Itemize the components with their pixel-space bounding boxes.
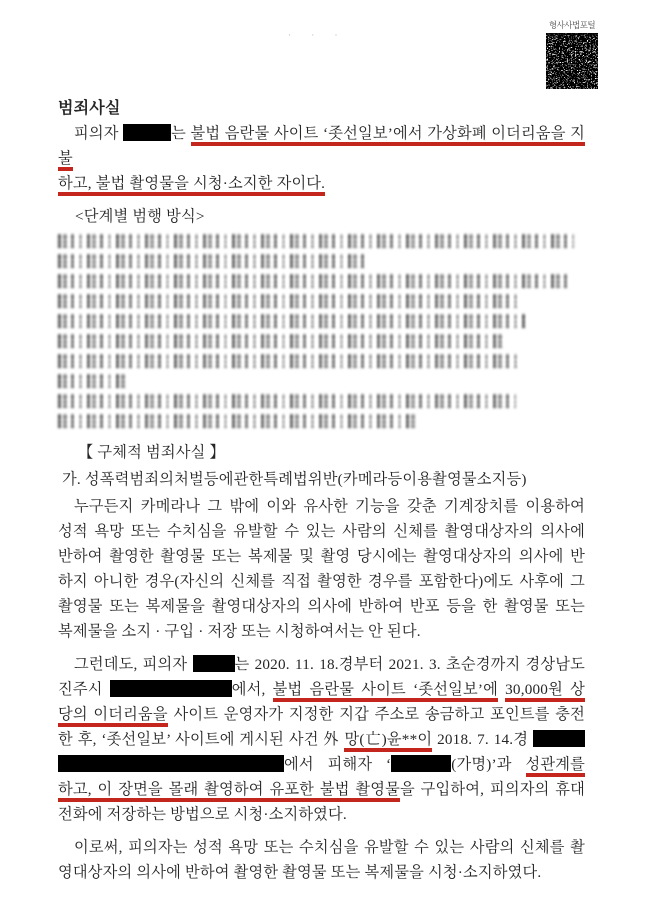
summary-paragraph (58, 121, 585, 196)
obscured-text-line (58, 394, 516, 408)
specific-facts-heading: 【 구체적 범죄사실 】 (78, 444, 225, 461)
text-line (58, 677, 585, 702)
text-line (58, 544, 585, 569)
text-line (58, 702, 585, 727)
qr-label: 형사사법포털 (548, 20, 596, 30)
text-run: 2018. 7. 14.경 (432, 731, 534, 748)
text-line (58, 752, 585, 777)
legal-provision-paragraph (58, 494, 585, 644)
text-run: 피의자 (74, 125, 124, 142)
text-run: 성적 욕망 또는 수치심을 유발할 수 있는 사람의 신체를 촬영대상자의 의사에 (58, 523, 585, 540)
text-line (58, 519, 585, 544)
obscured-text-line (58, 274, 569, 288)
document-body (58, 96, 585, 893)
obscured-text-line (58, 254, 369, 268)
document-title: 범죄사실 (58, 100, 121, 117)
underlined-text: 불법 음란물 사이트 ‘좃선일보’에서 가상화폐 이더리움을 지불 (58, 125, 585, 171)
charge-item-heading: 가. 성폭력범죄의처벌등에관한특례법위반(카메라등이용촬영물소지등) (62, 471, 527, 488)
text-line (58, 619, 585, 644)
redaction-box (533, 730, 585, 747)
text-line (58, 494, 585, 519)
text-line (58, 569, 585, 594)
text-run: 그런데도, 피의자 (74, 656, 193, 673)
pixelated-redacted-text (58, 234, 585, 428)
qr-code-block (543, 19, 601, 89)
text-run: 누구든지 카메라나 그 밖에 이와 유사한 기능을 갖춘 기계장치를 이용하여 (74, 498, 585, 515)
offense-detail-paragraph (58, 652, 585, 827)
text-line (58, 835, 585, 860)
redaction-box (391, 755, 451, 772)
text-line (58, 171, 585, 196)
text-line (58, 860, 585, 885)
text-run: 사이트 운영자가 지정한 지갑 주소로 송금하고 포인트를 충전 (167, 706, 585, 723)
underlined-text: 망(亡)윤**이 (344, 731, 432, 752)
text-run: 에서 피해자 ‘ (284, 756, 392, 773)
obscured-text-line (58, 374, 127, 388)
underlined-text: 하고, 불법 촬영물을 시청·소지한 자이다. (58, 175, 325, 196)
stepwise-method-heading: <단계별 범행 방식> (75, 208, 205, 225)
text-run: 진주시 (58, 681, 110, 698)
text-line (58, 652, 585, 677)
text-run: 영대상자의 의사에 반하여 촬영한 촬영물 또는 복제물을 시청·소지하였다. (58, 864, 542, 881)
redaction-box (193, 655, 235, 672)
redaction-box (58, 755, 284, 772)
obscured-text-line (58, 314, 527, 328)
text-run: 하지 아니한 경우(자신의 신체를 직접 촬영한 경우를 포함한다)에도 사후에 그 (58, 573, 585, 590)
text-line (58, 594, 585, 619)
text-line (58, 802, 585, 827)
redaction-box (123, 124, 171, 141)
obscured-text-line (58, 414, 416, 428)
obscured-text-line (58, 334, 506, 348)
obscured-text-line (58, 294, 522, 308)
obscured-text-line (58, 354, 522, 368)
text-run: 는 (171, 125, 191, 142)
text-run: 을 구입하여, 피의자의 휴대 (400, 781, 585, 798)
text-run: 한 후, ‘좃선일보’ 사이트에 게시된 사건 外 (58, 731, 345, 748)
text-run: 는 2020. 11. 18.경부터 2021. 3. 초순경까지 경상남도 (234, 656, 586, 673)
underlined-text: 성관계를 (526, 756, 586, 777)
obscured-text-line (58, 234, 574, 248)
faint-header-marks: · · · (288, 30, 347, 40)
text-line (58, 727, 585, 752)
text-line (58, 121, 585, 171)
text-run: 촬영물 또는 복제물을 촬영대상자의 의사에 반하여 반포 등을 한 촬영물 또는 (58, 598, 585, 615)
redaction-box (110, 680, 232, 697)
text-run: 반하여 촬영한 촬영물 또는 복제물 및 촬영 당시에는 촬영대상자의 의사에 반 (58, 548, 585, 565)
text-run: 에서, (231, 681, 273, 698)
text-line (58, 777, 585, 802)
underlined-text: 30,000원 상 (505, 681, 585, 702)
underlined-text: 불법 음란물 사이트 ‘좃선일보’에 (273, 681, 498, 702)
text-run: 복제물을 소지 · 구입 · 저장 또는 시청하여서는 안 된다. (58, 623, 421, 640)
qr-code-image (546, 33, 598, 89)
text-run: (가명)’과 (451, 756, 526, 773)
underlined-text: 당의 이더리움을 (58, 706, 168, 727)
text-run: 전화에 저장하는 방법으로 시청·소지하였다. (58, 806, 347, 823)
underlined-text: 하고, 이 장면을 몰래 촬영하여 유포한 불법 촬영물 (58, 781, 400, 802)
conclusion-paragraph (58, 835, 585, 885)
text-run: 이로써, 피의자는 성적 욕망 또는 수치심을 유발할 수 있는 사람의 신체를 촬 (74, 839, 585, 856)
